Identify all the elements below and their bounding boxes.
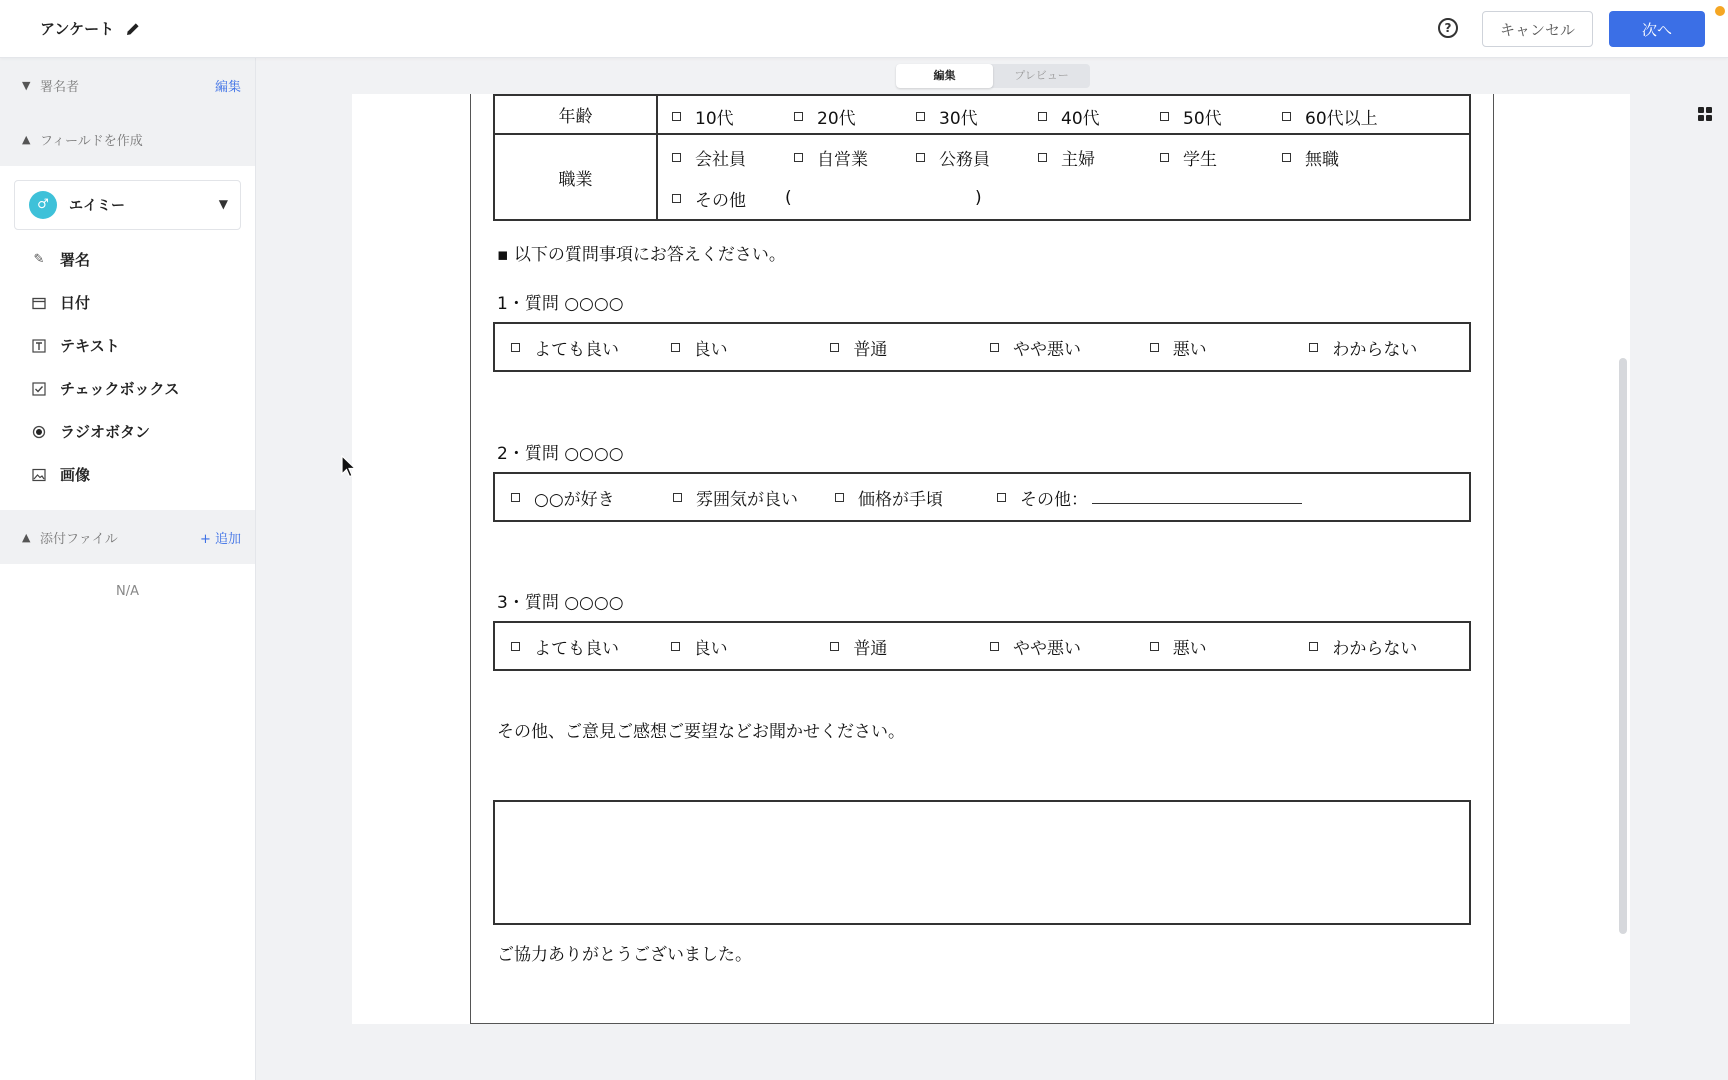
- checkbox-icon: [1309, 642, 1318, 651]
- q1-option: [1309, 335, 1469, 360]
- tab-preview[interactable]: プレビュー: [1014, 69, 1069, 82]
- image-icon: [30, 466, 48, 484]
- checkbox-icon: [672, 194, 681, 203]
- q1-option-label: 普通: [853, 339, 888, 360]
- checkbox-icon: [916, 153, 925, 162]
- field-item-label: 日付: [60, 294, 91, 312]
- mouse-cursor-icon: [341, 455, 357, 479]
- field-item-label: 署名: [60, 251, 91, 269]
- notification-dot: [1715, 6, 1725, 16]
- q2-option-label: その他：: [1020, 489, 1088, 510]
- question-2-label: 2・質問 ○○○○: [497, 444, 624, 464]
- field-item-image[interactable]: [0, 453, 255, 496]
- age-option-label: 40代: [1061, 108, 1100, 129]
- help-icon[interactable]: ?: [1438, 18, 1458, 38]
- checkbox-icon: [511, 343, 520, 352]
- q3-option-label: やや悪い: [1013, 638, 1082, 659]
- question-2-options: [493, 472, 1471, 522]
- occupation-option-label: 主婦: [1061, 149, 1095, 170]
- checkbox-icon: [1038, 153, 1047, 162]
- table-row: [494, 95, 1470, 134]
- age-option-label: 10代: [695, 108, 734, 129]
- q3-option: [830, 634, 990, 659]
- profile-table: [493, 94, 1471, 221]
- checkbox-icon: [830, 343, 839, 352]
- age-option: [1038, 96, 1160, 136]
- signers-section-title: 署名者: [40, 79, 80, 95]
- scrollbar[interactable]: [1619, 358, 1627, 934]
- occupation-option: [916, 137, 1038, 177]
- occupation-option-label: 無職: [1305, 149, 1339, 170]
- checkbox-icon: [672, 112, 681, 121]
- checkbox-icon: [1309, 343, 1318, 352]
- add-attachment-link[interactable]: + 追加: [199, 532, 241, 547]
- age-option-label: 60代以上: [1305, 108, 1378, 129]
- age-options: [657, 95, 1470, 134]
- checkbox-icon: [1282, 153, 1291, 162]
- checkbox-icon: [511, 493, 520, 502]
- create-fields-section-title: フィールドを作成: [40, 133, 143, 149]
- occupation-other-open: (: [785, 188, 792, 208]
- q3-option: [511, 634, 671, 659]
- mode-tabs: [896, 64, 1090, 88]
- checkbox-icon: [1150, 642, 1159, 651]
- q2-option: [835, 485, 997, 510]
- field-item-checkbox[interactable]: [0, 367, 255, 410]
- q3-option-label: 悪い: [1172, 638, 1207, 659]
- occupation-option-label: 会社員: [695, 149, 746, 170]
- age-option: [1160, 96, 1282, 136]
- question-1-options: [493, 322, 1471, 372]
- checkbox-icon: [794, 153, 803, 162]
- edit-signers-link[interactable]: 編集: [214, 80, 241, 95]
- q2-option: [511, 485, 673, 510]
- field-item-label: テキスト: [60, 337, 120, 355]
- create-fields-section-header[interactable]: [0, 112, 255, 166]
- q2-option-label: ○○が好き: [534, 489, 615, 510]
- field-item-signature[interactable]: [0, 238, 255, 281]
- checkbox-icon: [30, 380, 48, 398]
- occupation-option: [1160, 137, 1282, 177]
- next-button[interactable]: 次へ: [1609, 11, 1705, 47]
- q3-option-label: わからない: [1332, 638, 1418, 659]
- text-icon: [30, 337, 48, 355]
- question-3-label: 3・質問 ○○○○: [497, 593, 624, 613]
- field-item-text[interactable]: [0, 324, 255, 367]
- field-item-label: ラジオボタン: [60, 423, 151, 441]
- field-item-label: チェックボックス: [60, 380, 180, 398]
- table-row: [494, 134, 1470, 220]
- age-option: [672, 96, 794, 136]
- field-item-date[interactable]: [0, 281, 255, 324]
- checkbox-icon: [830, 642, 839, 651]
- comment-box: [493, 800, 1471, 925]
- checkbox-icon: [671, 642, 680, 651]
- signer-select[interactable]: [14, 180, 241, 230]
- attachments-section-title: 添付ファイル: [40, 531, 118, 547]
- q3-option: [1150, 634, 1310, 659]
- age-option: [916, 96, 1038, 136]
- q3-option: [671, 634, 831, 659]
- checkbox-icon: [997, 493, 1006, 502]
- grid-icon[interactable]: [1697, 106, 1713, 122]
- occupation-option-label: 自営業: [817, 149, 868, 170]
- attachments-section-header[interactable]: [0, 510, 255, 564]
- q3-option: [990, 634, 1150, 659]
- chevron-up-icon: ▲: [22, 530, 31, 544]
- occupation-label: 職業: [494, 134, 657, 220]
- cancel-button[interactable]: キャンセル: [1482, 11, 1593, 47]
- top-bar: [0, 0, 1728, 58]
- occupation-other-close: ): [975, 188, 982, 208]
- q3-option-label: 良い: [693, 638, 728, 659]
- question-1-label: 1・質問 ○○○○: [497, 294, 624, 314]
- checkbox-icon: [1282, 112, 1291, 121]
- checkbox-icon: [1150, 343, 1159, 352]
- occupation-option-label: 公務員: [939, 149, 990, 170]
- q1-option-label: わからない: [1332, 339, 1418, 360]
- avatar: ♂: [29, 191, 57, 219]
- question-3-options: [493, 621, 1471, 671]
- q1-option: [1150, 335, 1310, 360]
- q1-option-label: よても良い: [534, 339, 619, 360]
- field-item-radio[interactable]: [0, 410, 255, 453]
- blank-line: [1092, 490, 1302, 504]
- age-option-label: 50代: [1183, 108, 1222, 129]
- age-option-label: 30代: [939, 108, 978, 129]
- occupation-options: [657, 134, 1470, 220]
- q1-option: [830, 335, 990, 360]
- signers-section-header[interactable]: [0, 58, 255, 112]
- checkbox-icon: [794, 112, 803, 121]
- q1-option: [671, 335, 831, 360]
- checkbox-icon: [1160, 153, 1169, 162]
- calendar-icon: [30, 294, 48, 312]
- checkbox-icon: [672, 153, 681, 162]
- checkbox-icon: [671, 343, 680, 352]
- thanks-text: ご協力ありがとうございました。: [497, 945, 752, 965]
- checkbox-icon: [835, 493, 844, 502]
- q3-option: [1309, 634, 1469, 659]
- checkbox-icon: [990, 343, 999, 352]
- q1-option-label: 良い: [693, 339, 728, 360]
- occupation-option: [794, 137, 916, 177]
- checkbox-icon: [916, 112, 925, 121]
- intro-text: ▪ 以下の質問事項にお答えください。: [497, 245, 786, 265]
- age-label: 年齢: [494, 95, 657, 134]
- q2-option-label: 雰囲気が良い: [696, 489, 798, 510]
- q2-option-label: 価格が手頃: [858, 489, 943, 510]
- document-title-text: アンケート: [40, 20, 115, 38]
- signer-name: エイミー: [69, 198, 125, 214]
- document-page: [470, 94, 1494, 1024]
- q1-option: [990, 335, 1150, 360]
- age-option: [794, 96, 916, 136]
- checkbox-icon: [990, 642, 999, 651]
- field-item-label: 画像: [60, 466, 91, 484]
- q2-option-other: [997, 485, 1317, 510]
- q1-option: [511, 335, 671, 360]
- checkbox-icon: [1160, 112, 1169, 121]
- occupation-option: [1038, 137, 1160, 177]
- checkbox-icon: [511, 642, 520, 651]
- q3-option-label: よても良い: [534, 638, 619, 659]
- signature-icon: ✎: [33, 252, 45, 267]
- document-canvas[interactable]: [352, 94, 1630, 1024]
- q3-option-label: 普通: [853, 638, 888, 659]
- pencil-icon[interactable]: [124, 20, 142, 38]
- occupation-option: [672, 137, 794, 177]
- chevron-down-icon: ▼: [22, 78, 31, 92]
- occupation-other-label: その他: [695, 190, 746, 211]
- radio-icon: [30, 423, 48, 441]
- chevron-down-icon: ▼: [218, 197, 228, 211]
- q1-option-label: やや悪い: [1013, 339, 1082, 360]
- tab-edit[interactable]: 編集: [896, 64, 993, 88]
- checkbox-icon: [673, 493, 682, 502]
- q2-option: [673, 485, 835, 510]
- document-title[interactable]: [40, 18, 142, 39]
- age-option-label: 20代: [817, 108, 856, 129]
- comment-prompt: その他、ご意見ご感想ご要望などお聞かせください。: [497, 722, 905, 742]
- age-option: [1282, 96, 1404, 136]
- checkbox-icon: [1038, 112, 1047, 121]
- occupation-option: [1282, 137, 1404, 177]
- attachments-empty: N/A: [116, 584, 139, 599]
- q1-option-label: 悪い: [1172, 339, 1207, 360]
- chevron-up-icon: ▲: [22, 132, 31, 146]
- occupation-other: [658, 177, 1469, 219]
- sidebar: [0, 58, 256, 1080]
- occupation-option-label: 学生: [1183, 149, 1217, 170]
